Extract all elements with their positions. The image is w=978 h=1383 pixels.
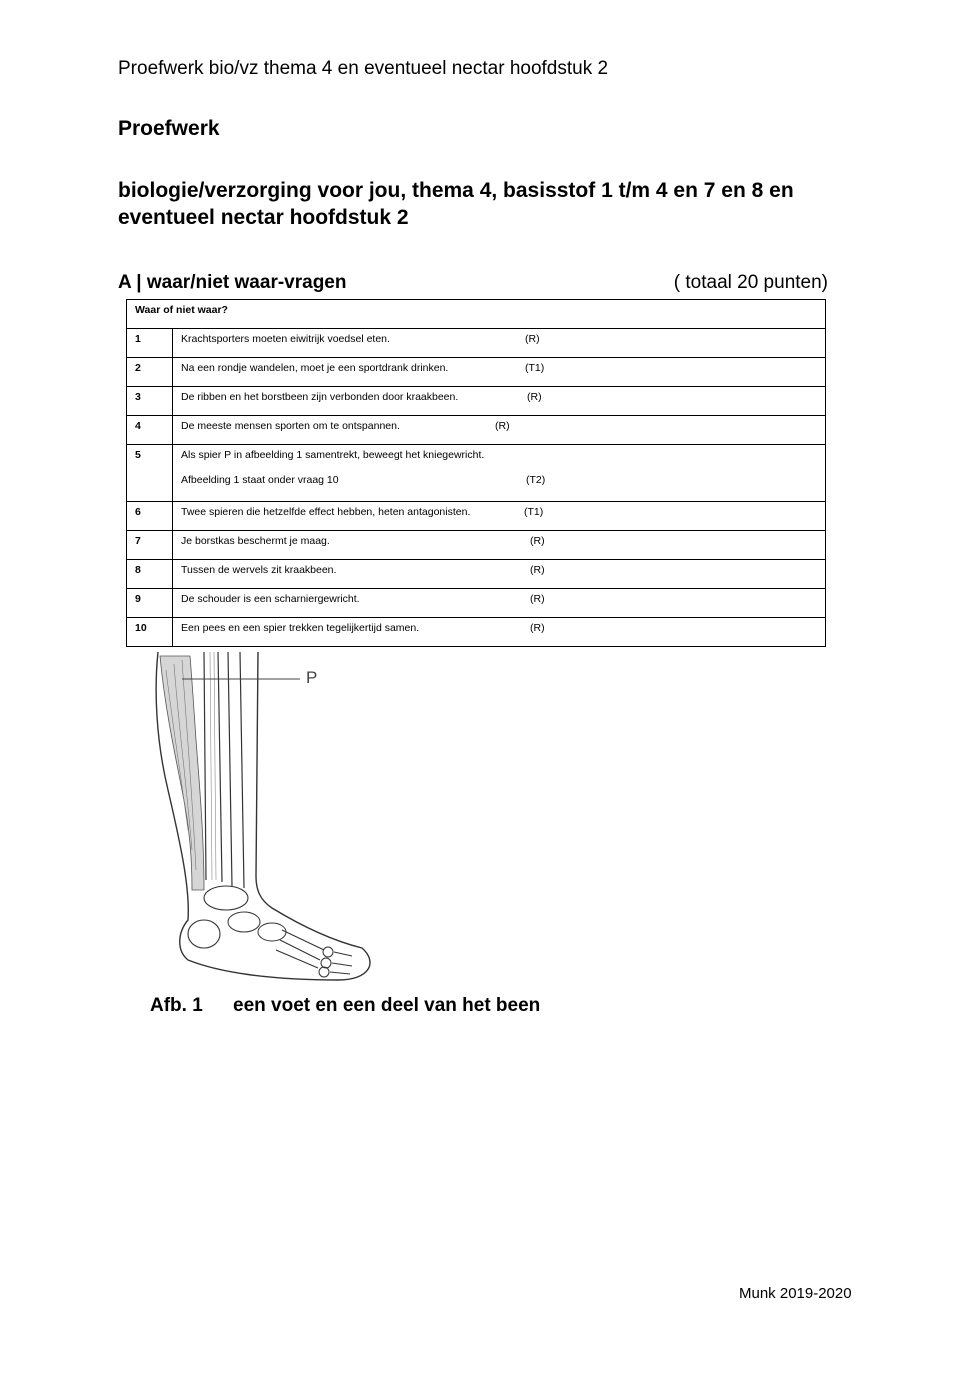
leg-foot-illustration [148,650,388,990]
question-code: (R) [495,420,510,432]
question-statement: Tussen de wervels zit kraakbeen. [181,564,337,576]
question-number: 10 [127,618,173,647]
question-statement: Twee spieren die hetzelfde effect hebben, heten antagonisten. [181,506,471,518]
true-false-table [126,299,826,647]
question-number: 4 [127,416,173,445]
question-number: 8 [127,560,173,589]
question-number: 5 [127,445,173,502]
running-header: Proefwerk bio/vz thema 4 en eventueel nectar hoofdstuk 2 [118,58,609,79]
question-statement: De ribben en het borstbeen zijn verbonden door kraakbeen. [181,391,459,403]
table-row [127,531,826,560]
question-code: (R) [530,535,545,547]
question-code: (T2) [526,474,546,486]
page-title: Proefwerk [118,117,220,140]
table-header: Waar of niet waar? [127,300,826,329]
footer-text: Munk 2019-2020 [739,1285,852,1302]
question-statement: Als spier P in afbeelding 1 samentrekt, beweegt het kniegewricht. [181,449,485,461]
question-code: (R) [527,391,542,403]
page-subtitle: biologie/verzorging voor jou, thema 4, basisstof 1 t/m 4 en 7 en 8 en eventueel nectar hoofdstuk 2 [118,179,794,229]
table-row [127,445,826,502]
table-row [127,560,826,589]
table-row [127,358,826,387]
question-note: Afbeelding 1 staat onder vraag 10 [181,474,339,486]
table-row [127,502,826,531]
question-statement: Na een rondje wandelen, moet je een sportdrank drinken. [181,362,449,374]
question-number: 1 [127,329,173,358]
table-row [127,416,826,445]
table-row [127,618,826,647]
figure-caption [150,995,540,1017]
section-points: ( totaal 20 punten) [673,272,828,293]
question-number: 9 [127,589,173,618]
question-statement: De schouder is een scharniergewricht. [181,593,360,605]
caption-text: een voet en een deel van het been [233,995,541,1016]
question-statement: Je borstkas beschermt je maag. [181,535,330,547]
question-number: 7 [127,531,173,560]
figure-label-p: P [306,668,318,687]
question-statement: Een pees en een spier trekken tegelijkertijd samen. [181,622,420,634]
question-code: (R) [530,593,545,605]
section-header [118,272,828,294]
question-code: (T1) [525,362,545,374]
question-statement: Krachtsporters moeten eiwitrijk voedsel eten. [181,333,390,345]
table-row [127,387,826,416]
caption-label: Afb. 1 [150,995,203,1016]
section-title: A | waar/niet waar-vragen [118,272,347,293]
table-row [127,589,826,618]
question-statement: De meeste mensen sporten om te ontspannen. [181,420,400,432]
question-code: (R) [530,564,545,576]
question-code: (R) [530,622,545,634]
question-code: (R) [525,333,540,345]
question-code: (T1) [524,506,544,518]
question-number: 6 [127,502,173,531]
question-number: 3 [127,387,173,416]
question-number: 2 [127,358,173,387]
table-row [127,329,826,358]
